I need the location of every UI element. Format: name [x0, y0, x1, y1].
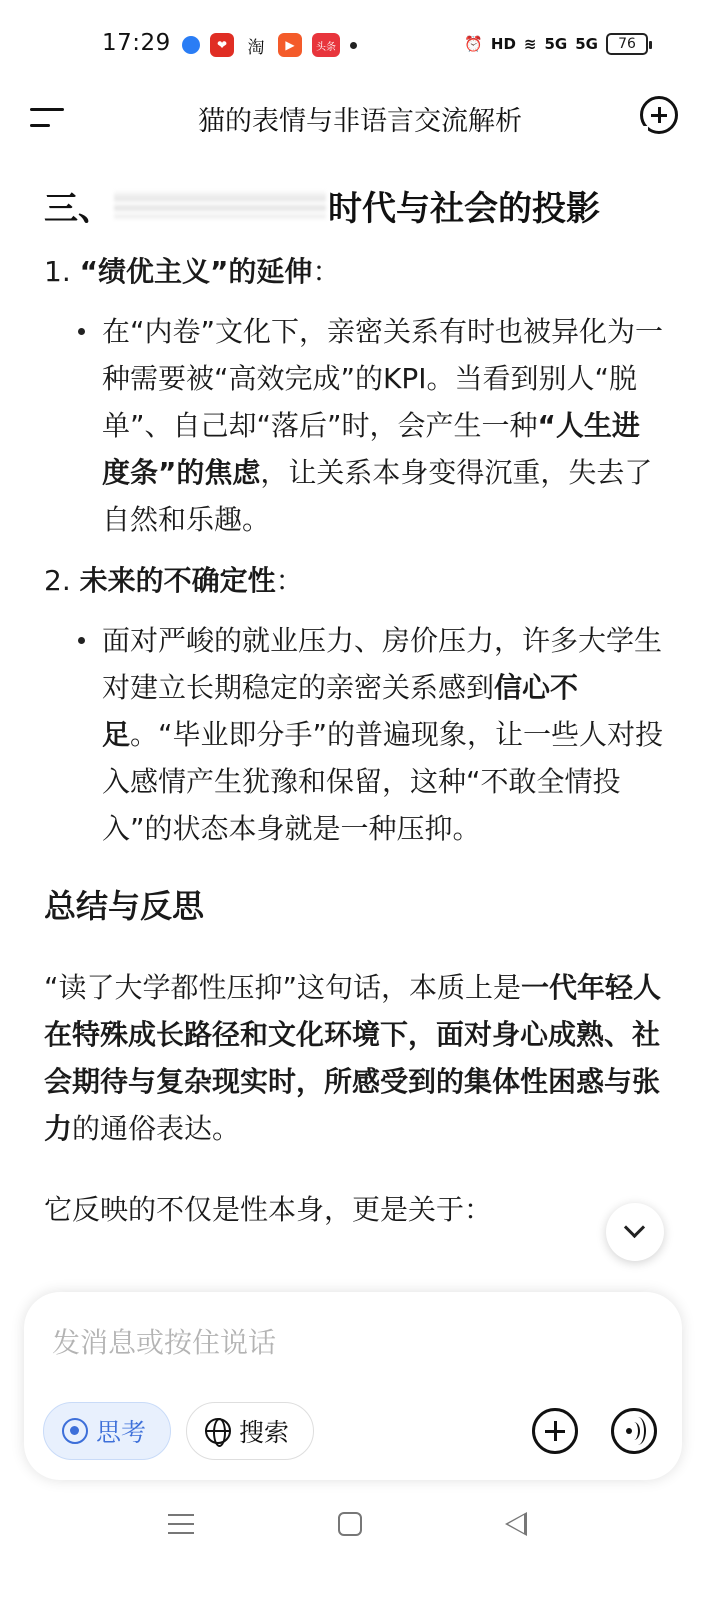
list-number: 1. [44, 255, 80, 288]
bullet-bold-text: 信心不足 [102, 671, 579, 751]
bullet-text: 在“内卷”文化下，亲密关系有时也被异化为一种需要被“高效完成”的KPI。当看到别人“脱单”、自己却“落后”时，会产生一种 [102, 315, 664, 442]
obscured-text [114, 190, 326, 220]
voice-call-button[interactable] [611, 1408, 657, 1454]
bullet-text: ，让关系本身变得沉重，失去了自然和乐趣。 [102, 456, 653, 536]
battery-icon: 76 [606, 33, 648, 55]
last-paragraph: 它反映的不仅是性本身，更是关于： [44, 1193, 493, 1226]
system-nav-bar [0, 1500, 720, 1560]
search-label: 搜索 [239, 1418, 290, 1447]
section-heading [44, 176, 664, 234]
list-item-2-title [44, 557, 664, 605]
list-colon: ： [312, 255, 341, 288]
pinduoduo-icon: ❤ [210, 33, 234, 57]
atom-icon [62, 1418, 88, 1444]
paragraph-text: 的通俗表达。 [72, 1112, 241, 1145]
toutiao-icon: 头条 [312, 33, 340, 57]
notification-icons [182, 33, 357, 57]
wifi-icon: ≋ [523, 35, 537, 53]
system-icons [464, 33, 648, 55]
paragraph-bold-text: 一代年轻人在特殊成长路径和文化环境下，面对身心成熟、社会期待与复杂现实时，所感受到的集体性困惑与张力 [44, 971, 662, 1145]
bullet-text: 面对严峻的就业压力、房价压力，许多大学生对建立长期稳定的亲密关系感到 [102, 624, 663, 704]
globe-icon [205, 1418, 231, 1444]
message-input[interactable] [52, 1320, 652, 1364]
chat-title: 猫的表情与非语言交流解析 [198, 106, 522, 137]
hd-icon: HD [490, 35, 516, 53]
message-content [44, 176, 664, 1233]
list-colon: ： [275, 564, 304, 597]
search-toggle-button[interactable] [186, 1402, 314, 1460]
add-attachment-button[interactable] [532, 1408, 578, 1454]
input-panel [24, 1292, 682, 1480]
summary-heading: 总结与反思 [44, 887, 205, 925]
home-icon[interactable] [338, 1512, 362, 1536]
recent-apps-icon[interactable] [168, 1512, 194, 1536]
list-item-1-title [44, 248, 664, 296]
taobao-icon: 淘 [247, 37, 265, 58]
section-heading-suffix: 时代与社会的投影 [328, 188, 600, 229]
bullet-paragraph [102, 308, 664, 543]
list-item-title: “绩优主义”的延伸 [79, 255, 313, 288]
paragraph-text: “读了大学都性压抑”这句话，本质上是 [44, 971, 522, 1004]
video-icon: ▶ [278, 33, 302, 57]
section-heading-prefix: 三、 [44, 188, 112, 229]
back-icon[interactable] [505, 1512, 527, 1536]
browser-icon [182, 36, 200, 54]
more-notifications-dot [350, 42, 357, 49]
think-label: 思考 [96, 1418, 147, 1447]
signal-icon-2: 5G [575, 35, 598, 53]
list-number: 2. [44, 564, 80, 597]
bullet-bold-text: “人生进度条”的焦虑 [102, 409, 640, 489]
bullet-text: 。“毕业即分手”的普遍现象，让一些人对投入感情产生犹豫和保留，这种“不敢全情投入”的状态本身就是一种压抑。 [102, 718, 664, 845]
scroll-down-button[interactable] [606, 1203, 664, 1261]
signal-icon-1: 5G [544, 35, 568, 53]
bullet-paragraph [102, 617, 664, 852]
list-item-title: 未来的不确定性 [79, 564, 276, 597]
new-chat-icon[interactable] [640, 96, 678, 134]
status-time: 17:29 [102, 30, 171, 56]
chat-header [0, 86, 720, 146]
think-toggle-button[interactable] [43, 1402, 171, 1460]
alarm-icon: ⏰ [464, 35, 483, 53]
status-bar [0, 0, 720, 96]
summary-paragraph [44, 964, 664, 1152]
